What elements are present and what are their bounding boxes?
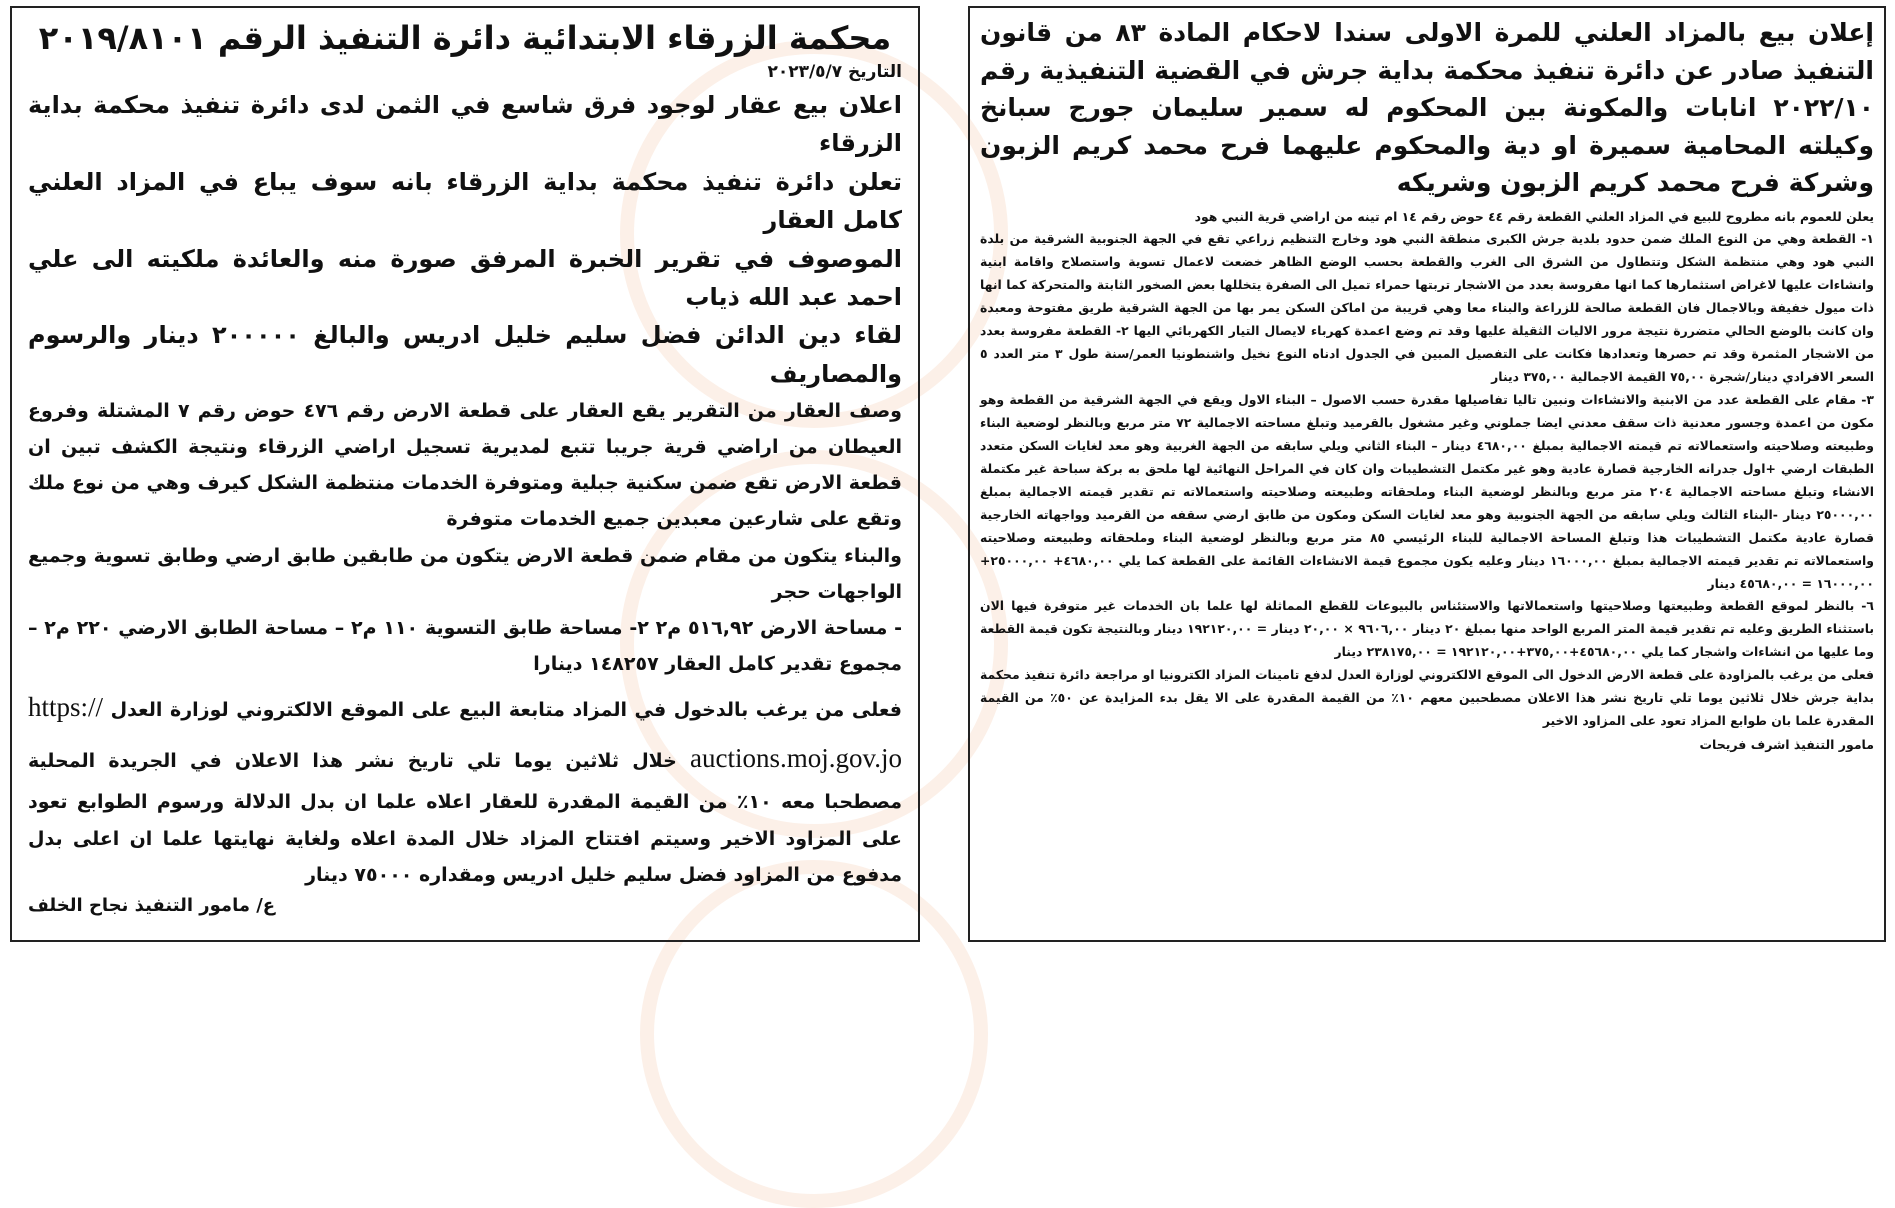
left-areas-and-valuation: - مساحة الارض ٥١٦,٩٢ م٢ ٢- مساحة طابق التسوية ١١٠ م٢ – مساحة الطابق الارضي ٢٢٠ م٢ – مجموع تقدير كامل العقار ١٤٨٢٥٧ دينارا	[28, 616, 903, 675]
right-bidding-instructions: فعلى من يرغب بالمزاودة على قطعة الارض الدخول الى الموقع الالكتروني لوزارة العدل لدفع تامينات المزاد الكترونيا او مراجعة دائرة تنفيذ محكمة بداية جرش خلال ثلاثين يوما تلي تاريخ نشر هذا الاعلان مصطحبين معهم ١٠٪ من القيمة المقدرة على الا يقل بدء المزايدة عن ٥٠٪ من القيمة المقدرة علما بان طوابع المزاد تعود على المزاود الاخير	[980, 667, 1874, 729]
left-notice-title: محكمة الزرقاء الابتدائية دائرة التنفيذ الرقم ٢٠١٩/٨١٠١	[38, 19, 892, 57]
moj-url-scheme: https://	[28, 691, 104, 722]
left-notice	[10, 6, 920, 942]
left-building-description: والبناء يتكون من مقام ضمن قطعة الارض يتكون من طابقين طابق ارضي وطابق تسوية وجميع الواجهات حجر	[28, 544, 902, 603]
right-valuation-summary: ٦- بالنظر لموقع القطعة وطبيعتها وصلاحيتها واستعمالاتها والاستئناس بالبيوعات للقطع المماثلة لها علما بان الخدمات غير متوفرة فيها الان باستثناء الطريق وعليه تم تقدير قيمة المتر المربع الواحد منها بمبلغ ٢٠ دينار ٩٦٠٦,٠٠ × ٢٠,٠٠ دينار = ١٩٢١٢٠,٠٠ دينار وبالنتيجة تكون قيمة القطعة وما عليها من انشاءات واشجار كما يلي ٤٥٦٨٠,٠٠+٣٧٥,٠٠+١٩٢١٢٠,٠٠ = ٢٣٨١٧٥,٠٠ دينار	[980, 598, 1875, 660]
left-intro-line-1: اعلان بيع عقار لوجود فرق شاسع في الثمن لدى دائرة تنفيذ محكمة بداية الزرقاء	[28, 91, 902, 158]
left-signature: ع/ مامور التنفيذ نجاح الخلف	[28, 894, 276, 916]
moj-url-link[interactable]: auctions.moj.gov.jo	[690, 743, 902, 774]
left-bid-prefix: فعلى من يرغب بالدخول في المزاد متابعة البيع على الموقع الالكتروني لوزارة العدل	[110, 698, 902, 721]
left-intro-line-4: لقاء دين الدائن فضل سليم خليل ادريس والبالغ ٢٠٠٠٠٠ دينار والرسوم والمصاريف	[28, 321, 902, 388]
right-notice	[968, 6, 1886, 942]
right-notice-opening: يعلن للعموم بانه مطروح للبيع في المزاد العلني القطعة رقم ٤٤ حوض رقم ١٤ ام تينه من اراضي قرية النبي هود	[1194, 208, 1874, 224]
left-intro-line-3: الموصوف في تقرير الخبرة المرفق صورة منه والعائدة ملكيته الى علي احمد عبد الله ذياب	[28, 244, 902, 311]
left-intro-line-2: تعلن دائرة تنفيذ محكمة بداية الزرقاء بانه سوف يباع في المزاد العلني كامل العقار	[28, 167, 902, 235]
right-plot-description: ١- القطعة وهي من النوع الملك ضمن حدود بلدية جرش الكبرى منطقة النبي هود وخارج التنظيم زراعي تقع في الجهة الجنوبية الشرقية من بلدة النبي هود وهي منتظمة الشكل وتتطاول من الشرق الى الغرب والقطعة بحسب الوضع الظاهر خضعت لاعمال تسوية واستصلاح واقامة ابنية وانشاءات عليها لاغراض استثمارها كما انها مفروسة بعدد من الاشجار تربتها حمراء تميل الى الصفرة يتخللها بعض الصخور الثابتة والمتحركة كما انها ذات ميول خفيفة وبالاجمال فان القطعة صالحة للزراعة والبناء معا وهي قريبة من اماكن السكن يمر بها من الجهة الشرقية طريق مفتوحة ومعبدة وان كانت بالوضع الحالي متضررة نتيجة مرور الاليات الثقيلة عليها وقد تم وضع اعمدة كهرباء لايصال التيار الكهربائي اليها ٢- القطعة مفروسة بعدد من الاشجار المثمرة وقد تم حصرها وتعدادها فكانت على التفصيل المبين في الجدول ادناه النوع نخيل واشنطونيا العمر/سنة طول ٣ متر العدد ٥ السعر الافرادي دينار/شجرة ٧٥,٠٠ القيمة الاجمالية ٣٧٥,٠٠ دينار	[980, 231, 1874, 385]
left-bidding-instructions	[28, 682, 902, 893]
right-buildings-description: ٣- مقام على القطعة عدد من الابنية والانشاءات ونبين تاليا تفاصيلها مقدرة حسب الاصول – البناء الاول ويقع في الجهة الشرقية من القطعة وهو مكون من اعمدة وجسور معدنية ذات سقف معدني ايضا جملوني وغير مشغول بالقرميد وتبلغ مساحته الاجمالية ٧٢ متر مربع وبالنظر لوضعية البناء وطبيعته وصلاحيته واستعمالاته تم قيمته الاجمالية بمبلغ ٤٦٨٠,٠٠ دينار – البناء الثاني ويلي سابقه من الجهة الغربية وهو معد لغايات السكن متعدد الطبقات ارضي +اول جدرانه الخارجية قصارة عادية وهو غير مكتمل التشطيبات وان كان في المراحل النهائية لها ملحق به بركة سباحة غير مكتملة الانشاء وتبلغ مساحته الاجمالية ٢٠٤ متر مربع وبالنظر لوضعية البناء وملحقاته وطبيعته وصلاحيته واستعمالاته تم تقدير قيمته الاجمالية بمبلغ ٢٥٠٠٠,٠٠ دينار -البناء الثالث ويلي سابقه من الجهة الجنوبية وهو معد لغايات السكن ومكون من طابق ارضي سقفه من القرميد وواجهاته الخارجية قصارة عادية مكتمل التشطيبات هذا وتبلغ المساحة الاجمالية للبناء الرئيسي ٨٥ متر مربع وبالنظر لوضعية البناء وملحقاته وطبيعته وصلاحيته واستعمالاته تم تقدير قيمته الاجمالية بمبلغ ١٦٠٠٠,٠٠ دينار وعليه يكون مجموع قيمة الانشاءات القائمة على القطعة كما يلي ٤٦٨٠,٠٠+ ٢٥٠٠٠,٠٠+ ١٦٠٠٠,٠٠ = ٤٥٦٨٠,٠٠ دينار	[980, 392, 1875, 591]
left-notice-date: التاريخ ٢٠٢٣/٥/٧	[767, 62, 902, 82]
right-signature: مامور التنفيذ اشرف فريحات	[1699, 737, 1874, 753]
left-property-description: وصف العقار من التقرير يقع العقار على قطعة الارض رقم ٤٧٦ حوض رقم ٧ المشتلة وفروع العيطان من اراضي قرية جريبا تتبع لمديرية تسجيل اراضي الزرقاء ونتيجة الكشف تبين ان قطعة الارض تقع ضمن سكنية جبلية ومتوفرة الخدمات منتظمة الشكل كيرف وهي من نوع ملك وتقع على شارعين معبدين جميع الخدمات متوفرة	[28, 400, 902, 531]
left-bid-suffix: خلال ثلاثين يوما تلي تاريخ نشر هذا الاعلان في الجريدة المحلية مصطحبا معه ١٠٪ من القيمة المقدرة للعقار اعلاه علما ان بدل الدلالة ورسوم الطوابع تعود على المزاود الاخير وسيتم افتتاح المزاد خلال المدة اعلاه ولغاية نهايتها علما ان اعلى بدل مدفوع من المزاود فضل سليم خليل ادريس ومقداره ٧٥٠٠٠ دينار	[28, 750, 903, 886]
right-notice-title: إعلان بيع بالمزاد العلني للمرة الاولى سندا لاحكام المادة ٨٣ من قانون التنفيذ صادر عن دائرة تنفيذ محكمة بداية جرش في القضية التنفيذية رقم ٢٠٢٢/١٠ انابات والمكونة بين المحكوم له سمير سليمان جورج سبانخ وكيلته المحامية سميرة او دية والمحكوم عليهما فرح محمد كريم الزبون وشركة فرح محمد كريم الزبون وشريكه	[980, 18, 1874, 197]
